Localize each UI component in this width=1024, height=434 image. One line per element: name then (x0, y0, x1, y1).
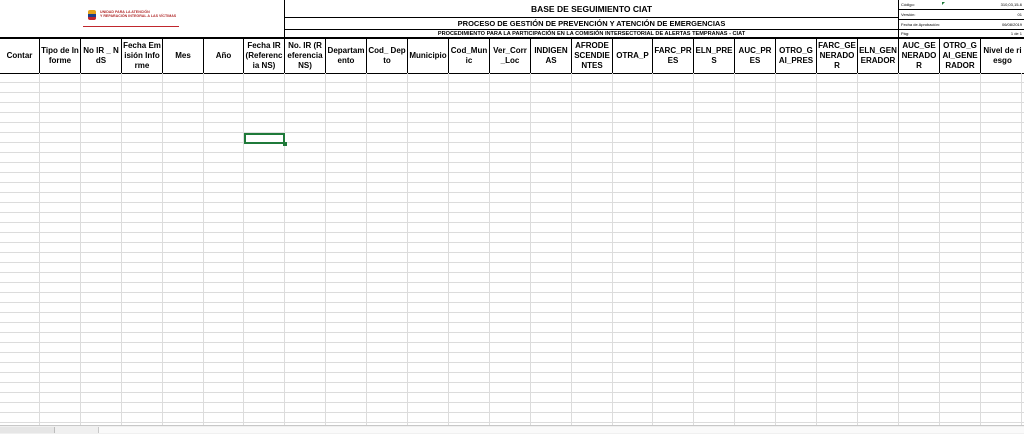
col-tipo-informe[interactable]: Tipo de Informe (40, 39, 81, 73)
logo-cell (0, 0, 285, 38)
col-municipio[interactable]: Municipio (408, 39, 449, 73)
col-otro-gai-generador[interactable]: OTRO_GAI_GENERADOR (940, 39, 981, 73)
logo-divider (83, 26, 179, 27)
col-fecha-ir[interactable]: Fecha IR (Referencia NS) (244, 39, 285, 73)
grid-vline (571, 73, 572, 425)
meta-fecha-value: 06/08/2019 (1001, 22, 1022, 27)
sheet-title[interactable]: BASE DE SEGUIMIENTO CIAT (285, 0, 899, 18)
col-cod-depto[interactable]: Cod_ Depto (367, 39, 408, 73)
grid-vline (489, 73, 490, 425)
col-ver-corr-loc[interactable]: Ver_Corr_Loc (490, 39, 531, 73)
grid-vline (284, 73, 285, 425)
meta-codigo-value: 310,03,15-6 (1000, 2, 1022, 7)
logo (88, 10, 176, 20)
procedure-title[interactable]: PROCEDIMIENTO PARA LA PARTICIPACIÓN EN LA COMISIÓN INTERSECTORIAL DE ALERTAS TEMPRANAS - CIAT (285, 30, 899, 38)
col-no-ir-nds[interactable]: No IR _ NdS (81, 39, 122, 73)
col-fecha-emision[interactable]: Fecha Emisión Informe (122, 39, 163, 73)
meta-version-value: 01 (1017, 12, 1022, 17)
grid-vline (325, 73, 326, 425)
col-farc-generador[interactable]: FARC_GENERADOR (817, 39, 858, 73)
grid-vline (243, 73, 244, 425)
meta-pagina-value: 1 de 1 (1010, 31, 1022, 36)
col-departamento[interactable]: Departamento (326, 39, 367, 73)
logo-text: UNIDAD PARA LA ATENCIÓN Y REPARACIÓN INTEGRAL A LAS VÍCTIMAS (100, 10, 177, 18)
horizontal-scrollbar[interactable] (98, 427, 1024, 433)
logo-emblem-icon (88, 10, 96, 20)
col-anio[interactable]: Año (204, 39, 244, 73)
meta-pagina[interactable] (899, 30, 1024, 38)
grid-vline (857, 73, 858, 425)
col-auc-pres[interactable]: AUC_PRES (735, 39, 776, 73)
grid-vline (980, 73, 981, 425)
col-no-ir[interactable]: No. IR (Referencia NS) (285, 39, 326, 73)
cell-grid[interactable] (0, 73, 1024, 425)
grid-vline (203, 73, 204, 425)
grid-vline (162, 73, 163, 425)
grid-vline (448, 73, 449, 425)
grid-vline (898, 73, 899, 425)
col-otro-gai-pres[interactable]: OTRO_GAI_PRES (776, 39, 817, 73)
col-eln-generador[interactable]: ELN_GENERADOR (858, 39, 899, 73)
grid-vline (1021, 73, 1022, 425)
grid-vline (407, 73, 408, 425)
grid-vline (693, 73, 694, 425)
col-cod-munic[interactable]: Cod_Munic (449, 39, 490, 73)
col-mes[interactable]: Mes (163, 39, 204, 73)
grid-vline (530, 73, 531, 425)
grid-vline (775, 73, 776, 425)
col-afrodescendientes[interactable]: AFRODESCENDIENTES (572, 39, 613, 73)
grid-vline (652, 73, 653, 425)
meta-fecha[interactable] (899, 20, 1024, 30)
grid-vline (366, 73, 367, 425)
meta-version[interactable] (899, 10, 1024, 20)
grid-vline (939, 73, 940, 425)
grid-vline (816, 73, 817, 425)
meta-pagina-label: Pág: (901, 31, 910, 36)
grid-vline (612, 73, 613, 425)
col-indigenas[interactable]: INDIGENAS (531, 39, 572, 73)
col-eln-pres[interactable]: ELN_PRES (694, 39, 735, 73)
col-farc-pres[interactable]: FARC_PRES (653, 39, 694, 73)
comment-marker-icon (942, 2, 945, 5)
selected-cell[interactable] (244, 133, 285, 144)
grid-vline (39, 73, 40, 425)
sheet-tab-area[interactable] (0, 427, 55, 433)
col-nivel-riesgo[interactable]: Nivel de riesgo (983, 46, 1022, 65)
meta-version-label: Versión: (901, 12, 916, 17)
grid-vline (734, 73, 735, 425)
meta-codigo[interactable] (899, 0, 1024, 10)
col-auc-generador[interactable]: AUC_GENERADOR (899, 39, 940, 73)
fill-handle[interactable] (283, 142, 287, 146)
meta-fecha-label: Fecha de Aprobación: (901, 22, 940, 27)
column-header-row (0, 38, 1024, 74)
meta-codigo-label: Código: (901, 2, 915, 7)
col-contar[interactable]: Contar (0, 39, 40, 73)
col-otra-p[interactable]: OTRA_P (613, 39, 653, 73)
grid-vline (80, 73, 81, 425)
process-title[interactable]: PROCESO DE GESTIÓN DE PREVENCIÓN Y ATENCIÓN DE EMERGENCIAS (285, 18, 899, 30)
grid-vline (121, 73, 122, 425)
